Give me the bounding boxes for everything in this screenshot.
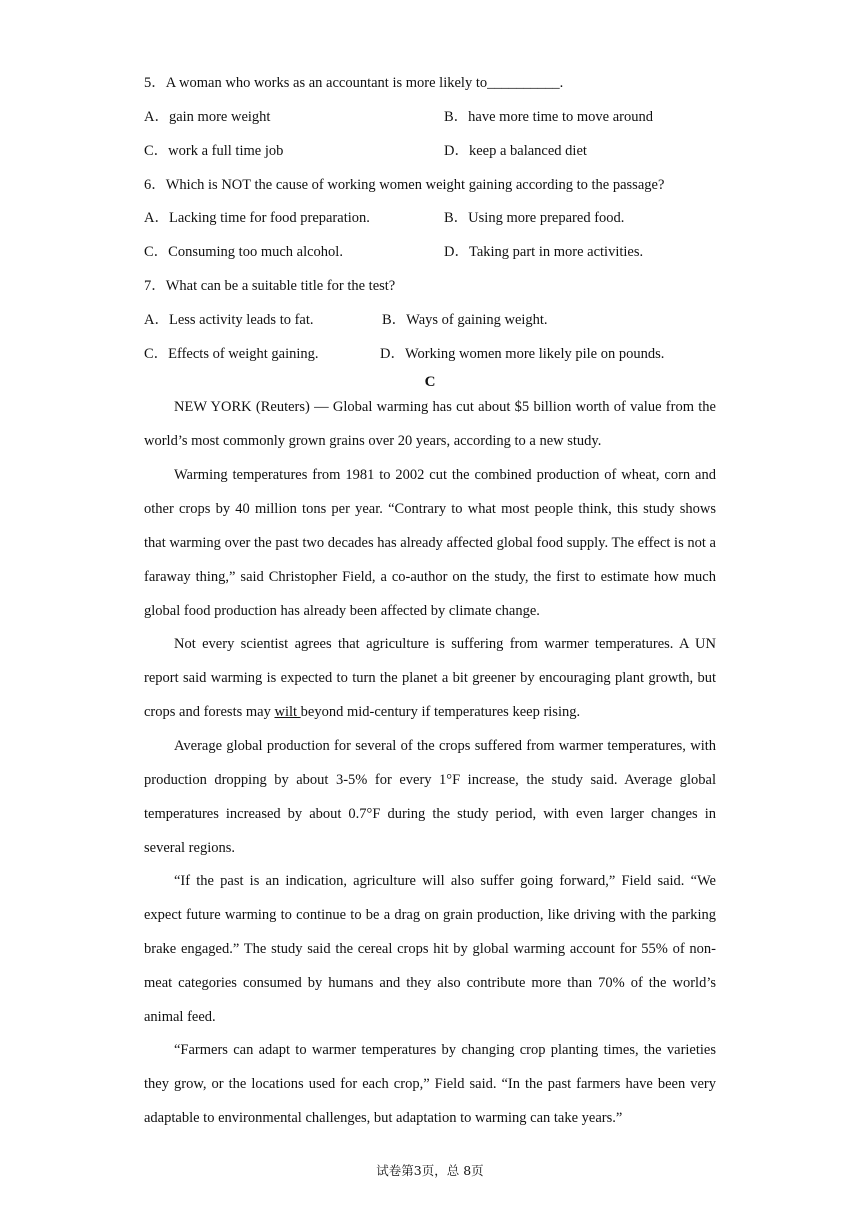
passage-paragraph-3-end: beyond mid-century if temperatures keep rising. bbox=[300, 703, 581, 720]
question-6-option-c: C．Consuming too much alcohol. bbox=[144, 244, 343, 260]
page-footer: 试卷第3页，总 8页 bbox=[376, 1163, 484, 1178]
question-5-option-d: D．keep a balanced diet bbox=[444, 143, 587, 159]
section-label: C bbox=[424, 374, 436, 390]
question-6-option-b: B．Using more prepared food. bbox=[444, 210, 625, 226]
passage-paragraph-4: Average global production for several of the crops suffered from warmer temperatures, with production dropping by about 3-5% for every 1°F increase, the study said. Average global temperatures increased by about 0.7°F during the study period, with even larger changes in several regions. bbox=[144, 738, 716, 856]
passage-paragraph-6: “Farmers can adapt to warmer temperatures by changing crop planting times, the varieties they grow, or the locations used for each crop,” Field said. “In the past farmers have been very adaptable to environmental challenges, but adaptation to warming can take years.” bbox=[144, 1042, 716, 1126]
question-5-option-c: C．work a full time job bbox=[144, 143, 284, 159]
question-5-option-b: B．have more time to move around bbox=[444, 109, 653, 125]
passage-paragraph-5: “If the past is an indication, agriculture will also suffer going forward,” Field said. “We expect future warming to continue to be a drag on grain production, like driving with the parking brake engaged.” The study said the cereal crops hit by global warming account for 55% of non-meat categories consumed by humans and they also contribute more than 70% of the world’s animal feed. bbox=[144, 873, 716, 1025]
underlined-word-wilt: wilt bbox=[274, 703, 301, 720]
question-7-stem: 7．What can be a suitable title for the test? bbox=[144, 278, 396, 294]
passage-paragraph-2: Warming temperatures from 1981 to 2002 cut the combined production of wheat, corn and other crops by 40 million tons per year. “Contrary to what most people think, this study shows that warming over the past two decades has already affected global food supply. The effect is not a faraway thing,” said Christopher Field, a co-author on the study, the first to estimate how much global food production has already been affected by climate change. bbox=[144, 467, 716, 619]
question-7-option-b: B．Ways of gaining weight. bbox=[382, 312, 548, 328]
question-5-stem: 5．A woman who works as an accountant is more likely to__________. bbox=[144, 75, 564, 91]
question-7-option-c: C．Effects of weight gaining. bbox=[144, 346, 319, 362]
question-6-option-d: D．Taking part in more activities. bbox=[444, 244, 644, 260]
question-6-option-a: A．Lacking time for food preparation. bbox=[144, 210, 370, 226]
question-5-option-a: A．gain more weight bbox=[144, 109, 271, 125]
question-6-stem: 6．Which is NOT the cause of working women weight gaining according to the passage? bbox=[144, 177, 665, 193]
passage-paragraph-3 bbox=[144, 628, 716, 730]
passage-paragraph-1: NEW YORK (Reuters) — Global warming has cut about $5 billion worth of value from the world’s most commonly grown grains over 20 years, according to a new study. bbox=[144, 399, 716, 449]
passage-paragraph-3-start: Not every scientist agrees that agriculture is suffering from warmer temperatures. A UN report said warming is expected to turn the planet a bit greener by encouraging plant growth, but crops and forests may bbox=[144, 636, 716, 720]
question-7-option-d: D．Working women more likely pile on pounds. bbox=[380, 346, 665, 362]
question-7-option-a: A．Less activity leads to fat. bbox=[144, 312, 314, 328]
